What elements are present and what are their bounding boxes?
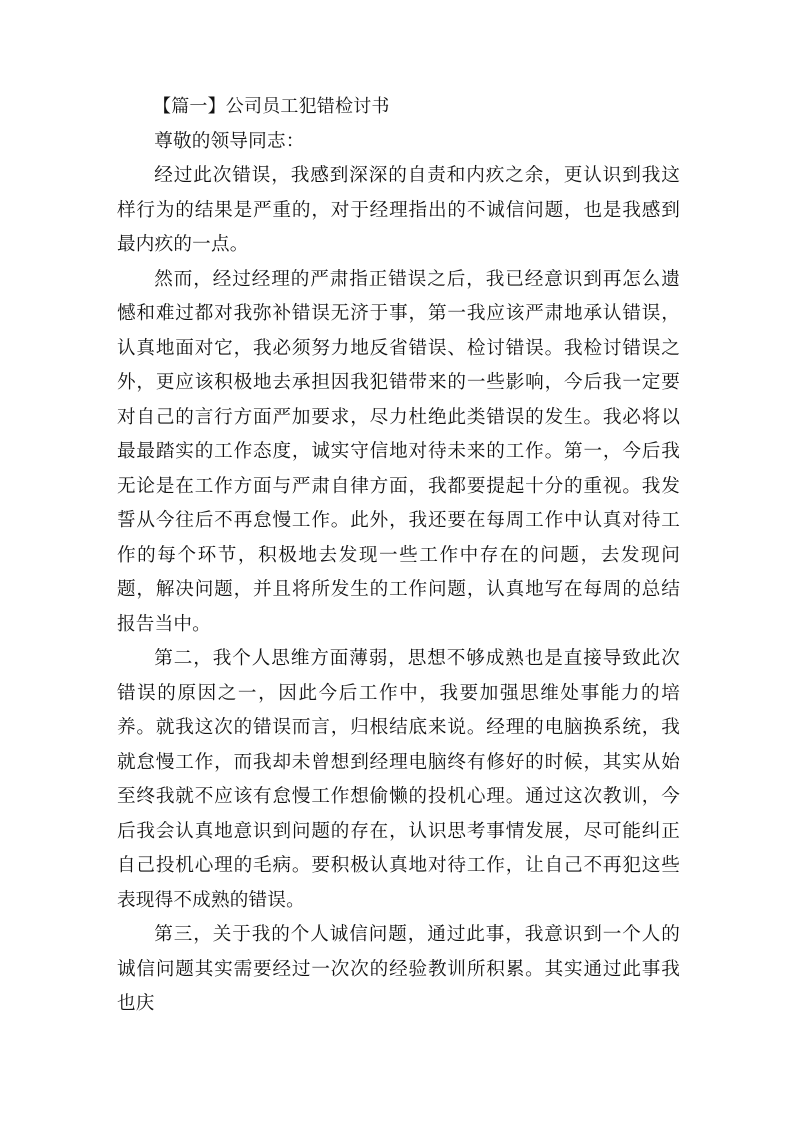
paragraph-1: 经过此次错误，我感到深深的自责和内疚之余，更认识到我这样行为的结果是严重的，对于经理指出的不诚信问题，也是我感到最内疚的一点。 [117,165,680,255]
document-title: 【篇一】公司员工犯错检讨书 [153,96,390,117]
salutation: 尊敬的领导同志： [154,130,305,152]
document-body [117,90,680,1022]
paragraph-2: 然而，经过经理的严肃指正错误之后，我已经意识到再怎么遗憾和难过都对我弥补错误无济于事，第一我应该严肃地承认错误，认真地面对它，我必须努力地反省错误、检讨错误。我检讨错误之外，更应该积极地去承担因我犯错带来的一些影响，今后我一定要对自己的言行方面严加要求，尽力杜绝此类错误的发生。我必将以最最踏实的工作态度，诚实守信地对待未来的工作。第一，今后我无论是在工作方面与严肃自律方面，我都要提起十分的重视。我发誓从今往后不再怠慢工作。此外，我还要在每周工作中认真对待工作的每个环节，积极地去发现一些工作中存在的问题，去发现问题，解决问题，并且将所发生的工作问题，认真地写在每周的总结报告当中。 [117,268,680,635]
paragraph-4: 第三，关于我的个人诚信问题，通过此事，我意识到一个人的诚信问题其实需要经过一次次的经验教训所积累。其实通过此事我也庆 [117,924,680,1014]
paragraph-3: 第二，我个人思维方面薄弱，思想不够成熟也是直接导致此次错误的原因之一，因此今后工作中，我要加强思维处事能力的培养。就我这次的错误而言，归根结底来说。经理的电脑换系统，我就怠慢工作，而我却未曾想到经理电脑终有修好的时候，其实从始至终我就不应该有怠慢工作想偷懒的投机心理。通过这次教训，今后我会认真地意识到问题的存在，认识思考事情发展，尽可能纠正自己投机心理的毛病。要积极认真地对待工作，让自己不再犯这些表现得不成熟的错误。 [117,648,680,911]
